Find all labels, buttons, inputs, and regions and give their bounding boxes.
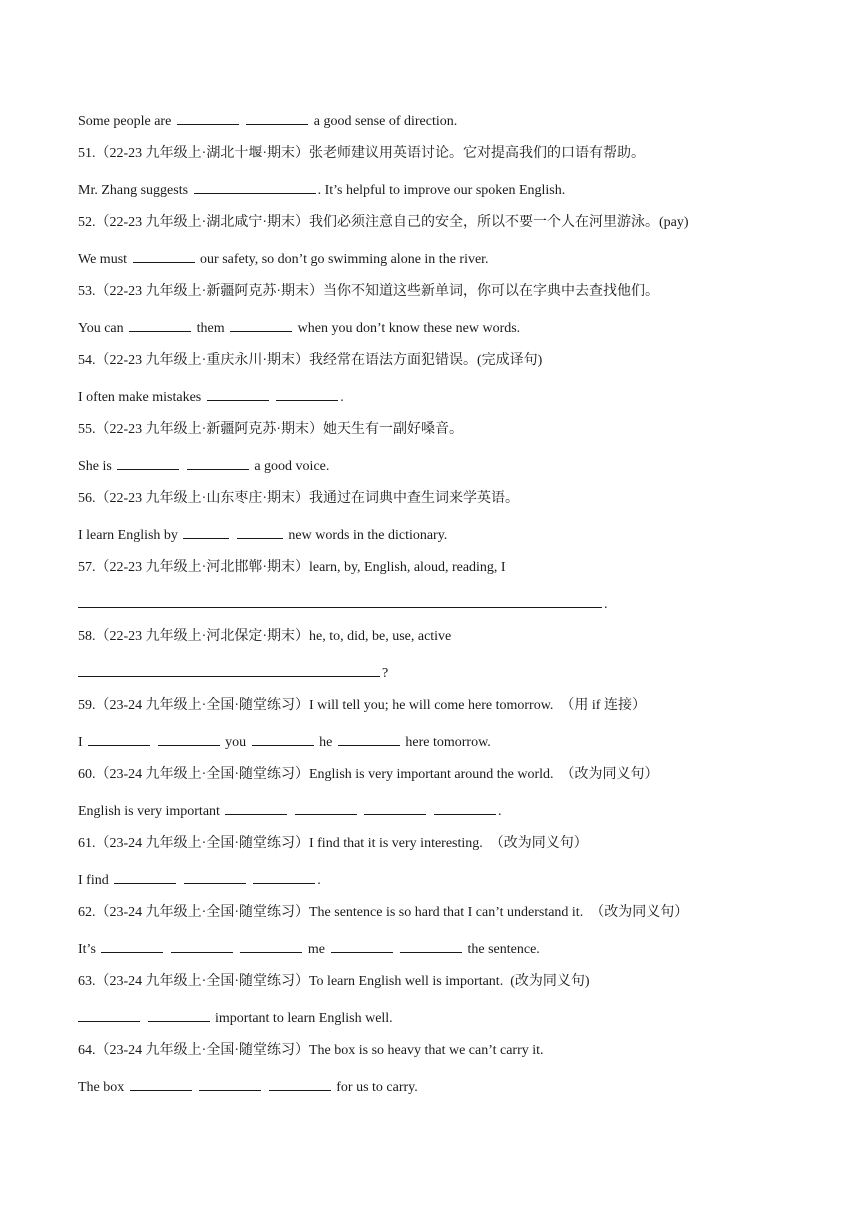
answer-blank[interactable] — [148, 1008, 210, 1022]
answer-line-61: I find . — [78, 870, 820, 890]
question-59: 59.（23-24 九年级上·全国·随堂练习）I will tell you; he will come here tomorrow. （用 if 连接） — [78, 698, 646, 713]
answer-blank[interactable] — [171, 939, 233, 953]
question-56: 56.（22-23 九年级上·山东枣庄·期末）我通过在词典中查生词来学英语。 — [78, 491, 519, 506]
question-58: 58.（22-23 九年级上·河北保定·期末）he, to, did, be, use, active — [78, 629, 452, 644]
answer-line-57: . — [78, 594, 820, 614]
answer-blank[interactable] — [331, 939, 393, 953]
answer-blank[interactable] — [187, 456, 249, 470]
answer-blank[interactable] — [194, 180, 316, 194]
question-53: 53.（22-23 九年级上·新疆阿克苏·期末）当你不知道这些新单词，你可以在字典中去查找他们。 — [78, 284, 659, 299]
answer-blank[interactable] — [199, 1077, 261, 1091]
question-51: 51.（22-23 九年级上·湖北十堰·期末）张老师建议用英语讨论。它对提高我们的口语有帮助。 — [78, 146, 645, 161]
question-62: 62.（23-24 九年级上·全国·随堂练习）The sentence is so hard that I can’t understand it. （改为同义句） — [78, 905, 689, 920]
answer-line-54: I often make mistakes . — [78, 387, 820, 407]
answer-blank[interactable] — [184, 870, 246, 884]
answer-line-64: The box for us to carry. — [78, 1077, 820, 1097]
answer-blank[interactable] — [114, 870, 176, 884]
answer-blank[interactable] — [400, 939, 462, 953]
answer-line-50: Some people are a good sense of direction. — [78, 111, 820, 131]
answer-blank[interactable] — [338, 732, 400, 746]
answer-blank[interactable] — [240, 939, 302, 953]
answer-line-55: She is a good voice. — [78, 456, 820, 476]
answer-line-53: You can them when you don’t know these new words. — [78, 318, 820, 338]
answer-blank[interactable] — [78, 1008, 140, 1022]
answer-line-60: English is very important . — [78, 801, 820, 821]
answer-blank[interactable] — [276, 387, 338, 401]
answer-line-58: ? — [78, 663, 820, 683]
answer-blank[interactable] — [269, 1077, 331, 1091]
question-55: 55.（22-23 九年级上·新疆阿克苏·期末）她天生有一副好嗓音。 — [78, 422, 463, 437]
answer-blank[interactable] — [246, 111, 308, 125]
question-63: 63.（23-24 九年级上·全国·随堂练习）To learn English well is important. (改为同义句) — [78, 974, 590, 989]
answer-blank[interactable] — [78, 663, 380, 677]
answer-blank[interactable] — [230, 318, 292, 332]
answer-line-52: We must our safety, so don’t go swimming alone in the river. — [78, 249, 820, 269]
answer-blank[interactable] — [207, 387, 269, 401]
answer-line-59: I you he here tomorrow. — [78, 732, 820, 752]
answer-line-63: important to learn English well. — [78, 1008, 820, 1028]
answer-blank[interactable] — [177, 111, 239, 125]
answer-blank[interactable] — [78, 594, 602, 608]
answer-blank[interactable] — [129, 318, 191, 332]
question-60: 60.（23-24 九年级上·全国·随堂练习）English is very important around the world. （改为同义句） — [78, 767, 659, 782]
answer-blank[interactable] — [117, 456, 179, 470]
answer-blank[interactable] — [252, 732, 314, 746]
answer-blank[interactable] — [434, 801, 496, 815]
answer-blank[interactable] — [364, 801, 426, 815]
answer-blank[interactable] — [237, 525, 283, 539]
answer-line-56: I learn English by new words in the dictionary. — [78, 525, 820, 545]
answer-blank[interactable] — [253, 870, 315, 884]
answer-blank[interactable] — [183, 525, 229, 539]
answer-blank[interactable] — [130, 1077, 192, 1091]
answer-blank[interactable] — [133, 249, 195, 263]
question-57: 57.（22-23 九年级上·河北邯郸·期末）learn, by, English, aloud, reading, I — [78, 560, 506, 575]
question-52: 52.（22-23 九年级上·湖北咸宁·期末）我们必须注意自己的安全，所以不要一个人在河里游泳。(pay) — [78, 215, 689, 230]
question-54: 54.（22-23 九年级上·重庆永川·期末）我经常在语法方面犯错误。(完成译句) — [78, 353, 543, 368]
answer-blank[interactable] — [158, 732, 220, 746]
answer-line-62: It’s me the sentence. — [78, 939, 820, 959]
answer-blank[interactable] — [101, 939, 163, 953]
question-61: 61.（23-24 九年级上·全国·随堂练习）I find that it is very interesting. （改为同义句） — [78, 836, 588, 851]
answer-line-51: Mr. Zhang suggests . It’s helpful to improve our spoken English. — [78, 180, 820, 200]
answer-blank[interactable] — [295, 801, 357, 815]
answer-blank[interactable] — [88, 732, 150, 746]
answer-blank[interactable] — [225, 801, 287, 815]
question-64: 64.（23-24 九年级上·全国·随堂练习）The box is so heavy that we can’t carry it. — [78, 1043, 544, 1058]
